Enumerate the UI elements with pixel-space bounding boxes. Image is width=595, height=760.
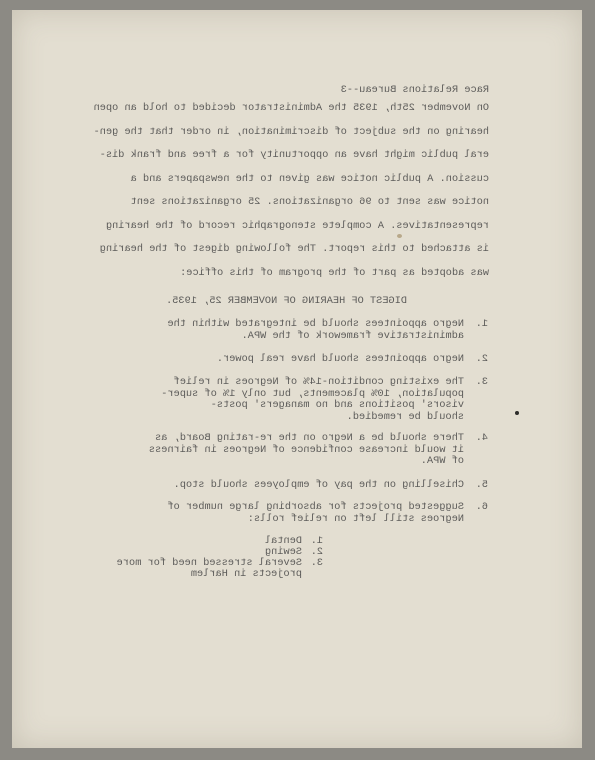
paragraph-line: hearing on the subject of discrimination, in order that the gen- [93,125,489,138]
paragraph-line: notice was sent to 96 organizations. 25 organizations sent [130,196,489,208]
body-paragraph [19,97,489,285]
digest-item [173,479,488,492]
sub-item-line: Several stressed need for more [116,557,302,569]
mirrored-text-layer [12,10,582,748]
sub-item-number: 2. [310,546,323,558]
ink-dot [515,411,519,415]
sub-item-number: 1. [310,535,323,547]
item-line: Negro appointees should be integrated within the [167,318,464,330]
paper-sheet [12,10,582,748]
digest-item [148,432,488,468]
item-line: of WPA. [420,455,464,467]
item-number: 1. [475,318,488,330]
digest-item [167,318,488,342]
item-line: administrative framework of the WPA. [241,329,464,342]
item-line: There should be a Negro on the re-rating Board, as [155,432,464,444]
sub-item-number: 3. [310,557,323,569]
digest-item [216,353,488,366]
item-line: population, 10% placements, but only 1% of super- [161,387,464,400]
paper-stain [397,234,402,238]
item-line: Chiselling on the pay of employees should stop. [173,479,464,491]
paragraph-line: cussion. A public notice was given to the newspapers and a [130,172,489,185]
item-line: it would increase confidence of Negroes in fairness [148,443,464,456]
digest-item [161,376,488,423]
item-line: The existing condition-14% of Negroes in relief [173,376,464,388]
paragraph-line: On November 25th, 1935 the Administrator decided to hold an open [93,102,489,114]
paragraph-line: was adopted as part of the program of this office: [180,266,489,279]
item-number: 6. [475,501,488,513]
item-number: 2. [475,353,488,365]
item-number: 5. [475,479,488,491]
paragraph-line: eral public might have an opportunity for a free and frank dis- [99,149,489,161]
digest-title: DIGEST OF HEARING OF NOVEMBER 25, 1935. [166,295,407,307]
sub-item-line: Dental [264,535,302,547]
paragraph-line: is attached to this report. The following digest of the hearing [99,243,489,255]
sub-item [116,557,323,580]
item-number: 4. [475,432,488,444]
sub-item-line: Sewing [264,546,302,558]
item-number: 3. [475,376,488,388]
item-line: should be remedied. [346,410,464,423]
sub-item-line: projects in Harlem [190,568,302,580]
digest-item [167,501,488,525]
item-line: Negro appointees should have real power. [216,353,464,365]
paragraph-line: representatives. A complete stenographic record of the hearing [105,219,489,232]
page-header: Race Relations Bureau--3 [340,84,489,96]
item-line: visors' positions and no managers' posts- [210,399,464,411]
item-line: Suggested projects for absorbing large number of [167,501,464,513]
item-line: Negroes still left on relief rolls: [247,512,464,525]
